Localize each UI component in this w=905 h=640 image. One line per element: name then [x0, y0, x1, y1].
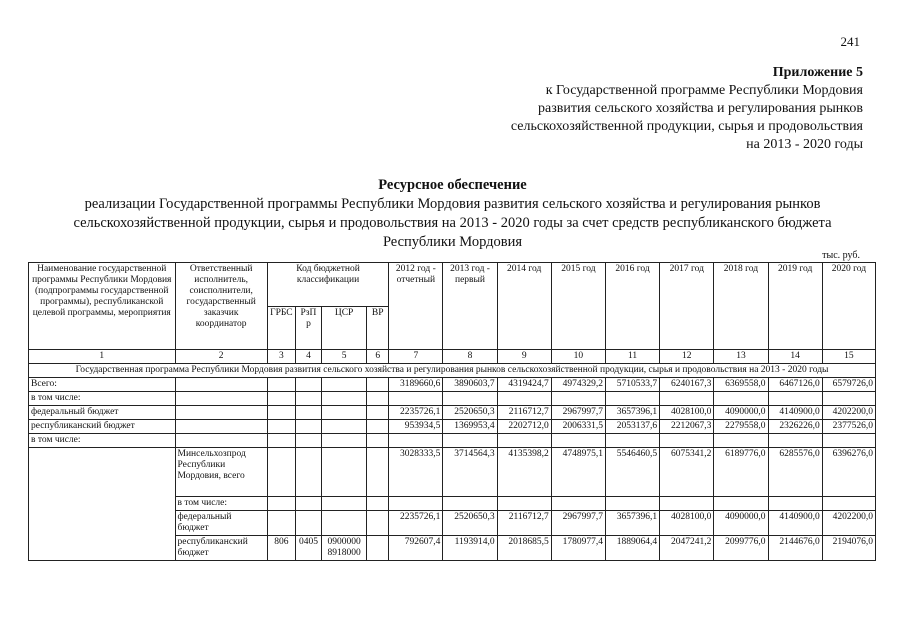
value-cell: 3657396,1	[605, 511, 659, 536]
value-cell: 2377526,0	[822, 420, 875, 434]
column-number: 6	[367, 350, 389, 364]
value-cell: 2144676,0	[768, 536, 822, 561]
value-cell: 2047241,2	[660, 536, 714, 561]
value-cell: 2099776,0	[714, 536, 768, 561]
column-number: 7	[389, 350, 443, 364]
header-year-2014: 2014 год	[497, 263, 551, 350]
header-year-2019: 2019 год	[768, 263, 822, 350]
value-cell: 6396276,0	[822, 448, 875, 497]
header-year-2013: 2013 год - первый	[443, 263, 497, 350]
heading-line: реализации Государственной программы Республики Мордовия развития сельского хозяйства и регулирования рынков	[84, 196, 821, 212]
column-number: 8	[443, 350, 497, 364]
section-title-row	[29, 364, 876, 378]
value-cell: 5710533,7	[605, 378, 659, 392]
column-number: 9	[497, 350, 551, 364]
header-vr: ВР	[367, 306, 389, 350]
value-cell: 2520650,3	[443, 511, 497, 536]
appendix-line: сельскохозяйственной продукции, сырья и продовольствия	[510, 119, 863, 134]
value-cell: 4090000,0	[714, 511, 768, 536]
value-cell: 792607,4	[389, 536, 443, 561]
column-number: 15	[822, 350, 875, 364]
units-label: тыс. руб.	[822, 250, 860, 261]
value-cell: 2235726,1	[389, 511, 443, 536]
value-cell: 3028333,5	[389, 448, 443, 497]
value-cell: 3657396,1	[605, 406, 659, 420]
budget-table	[28, 262, 876, 561]
value-cell: 4090000,0	[714, 406, 768, 420]
value-cell: 2279558,0	[714, 420, 768, 434]
value-cell: 2006331,5	[551, 420, 605, 434]
value-cell: 6369558,0	[714, 378, 768, 392]
appendix-title: Приложение 5	[772, 65, 863, 80]
value-cell: 3714564,3	[443, 448, 497, 497]
value-cell: 4202200,0	[822, 406, 875, 420]
value-cell: 4748975,1	[551, 448, 605, 497]
heading-line: Республики Мордовия	[382, 234, 523, 250]
grbs-cell: 806	[267, 536, 295, 561]
value-cell: 6189776,0	[714, 448, 768, 497]
value-cell: 6579726,0	[822, 378, 875, 392]
column-number: 1	[29, 350, 176, 364]
value-cell: 6240167,3	[660, 378, 714, 392]
value-cell: 5546460,5	[605, 448, 659, 497]
value-cell: 3189660,6	[389, 378, 443, 392]
value-cell: 2202712,0	[497, 420, 551, 434]
row-label: в том числе:	[175, 497, 267, 511]
value-cell: 6075341,2	[660, 448, 714, 497]
header-year-2015: 2015 год	[551, 263, 605, 350]
value-cell: 4319424,7	[497, 378, 551, 392]
value-cell: 2116712,7	[497, 511, 551, 536]
row-label: в том числе:	[29, 434, 176, 448]
value-cell: 2326226,0	[768, 420, 822, 434]
column-number: 12	[660, 350, 714, 364]
header-csr: ЦСР	[322, 306, 367, 350]
value-cell: 4140900,0	[768, 511, 822, 536]
section-title: Государственная программа Республики Мордовия развития сельского хозяйства и регулирования рынков сельскохозяйственной продукции, сырья и продовольствия на 2013 - 2020 годы	[29, 364, 876, 378]
header-year-2017: 2017 год	[660, 263, 714, 350]
header-grbs: ГРБС	[267, 306, 295, 350]
value-cell: 2235726,1	[389, 406, 443, 420]
appendix-line: развития сельского хозяйства и регулирования рынков	[538, 101, 863, 116]
value-cell: 2967997,7	[551, 511, 605, 536]
heading-title: Ресурсное обеспечение	[378, 177, 527, 193]
table-row	[29, 448, 876, 497]
row-label: республиканский бюджет	[29, 420, 176, 434]
column-number-row	[29, 350, 876, 364]
header-rzpr: РзП р	[295, 306, 321, 350]
value-cell: 4028100,0	[660, 511, 714, 536]
column-number: 5	[322, 350, 367, 364]
header-row	[29, 263, 876, 307]
column-number: 4	[295, 350, 321, 364]
header-responsible: Ответственный исполнитель, соисполнители, государственный заказчик координатор	[175, 263, 267, 350]
table-row	[29, 378, 876, 392]
value-cell: 4028100,0	[660, 406, 714, 420]
header-year-2018: 2018 год	[714, 263, 768, 350]
value-cell: 2520650,3	[443, 406, 497, 420]
header-year-2016: 2016 год	[605, 263, 659, 350]
row-label: республиканский бюджет	[175, 536, 267, 561]
appendix-line: на 2013 - 2020 годы	[746, 137, 863, 152]
value-cell: 2018685,5	[497, 536, 551, 561]
value-cell: 2116712,7	[497, 406, 551, 420]
table-row	[29, 434, 876, 448]
csr-cell: 0900000 8918000	[322, 536, 367, 561]
value-cell: 6285576,0	[768, 448, 822, 497]
column-number: 10	[551, 350, 605, 364]
value-cell: 2194076,0	[822, 536, 875, 561]
header-year-2012: 2012 год - отчетный	[389, 263, 443, 350]
value-cell: 3890603,7	[443, 378, 497, 392]
table-row	[29, 392, 876, 406]
value-cell: 4135398,2	[497, 448, 551, 497]
header-year-2020: 2020 год	[822, 263, 875, 350]
value-cell: 1193914,0	[443, 536, 497, 561]
column-number: 13	[714, 350, 768, 364]
heading-line: сельскохозяйственной продукции, сырья и продовольствия на 2013 - 2020 годы за счет средств республиканского бюджета	[73, 215, 832, 231]
value-cell: 4974329,2	[551, 378, 605, 392]
column-number: 3	[267, 350, 295, 364]
column-number: 11	[605, 350, 659, 364]
row-label: в том числе:	[29, 392, 176, 406]
document-heading	[0, 176, 905, 252]
header-name: Наименование государственной программы Республики Мордовия (подпрограммы государственной программы), республиканской целевой программы, мероприятия	[29, 263, 176, 350]
value-cell: 4140900,0	[768, 406, 822, 420]
row-label: Всего:	[29, 378, 176, 392]
appendix-block	[511, 64, 863, 154]
value-cell: 2212067,3	[660, 420, 714, 434]
row-label: федеральный бюджет	[175, 511, 267, 536]
row-label: федеральный бюджет	[29, 406, 176, 420]
value-cell: 2053137,6	[605, 420, 659, 434]
value-cell: 6467126,0	[768, 378, 822, 392]
value-cell: 1780977,4	[551, 536, 605, 561]
table-row	[29, 406, 876, 420]
column-number: 14	[768, 350, 822, 364]
column-number: 2	[175, 350, 267, 364]
value-cell: 953934,5	[389, 420, 443, 434]
value-cell: 1889064,4	[605, 536, 659, 561]
responsible-cell: Минсельхозпрод Республики Мордовия, всего	[175, 448, 267, 497]
rzpr-cell: 0405	[295, 536, 321, 561]
value-cell: 4202200,0	[822, 511, 875, 536]
value-cell: 2967997,7	[551, 406, 605, 420]
value-cell: 1369953,4	[443, 420, 497, 434]
page-number: 241	[840, 34, 860, 49]
table-row	[29, 420, 876, 434]
appendix-line: к Государственной программе Республики Мордовия	[545, 83, 863, 98]
header-budget-code: Код бюджетной классификации	[267, 263, 388, 307]
